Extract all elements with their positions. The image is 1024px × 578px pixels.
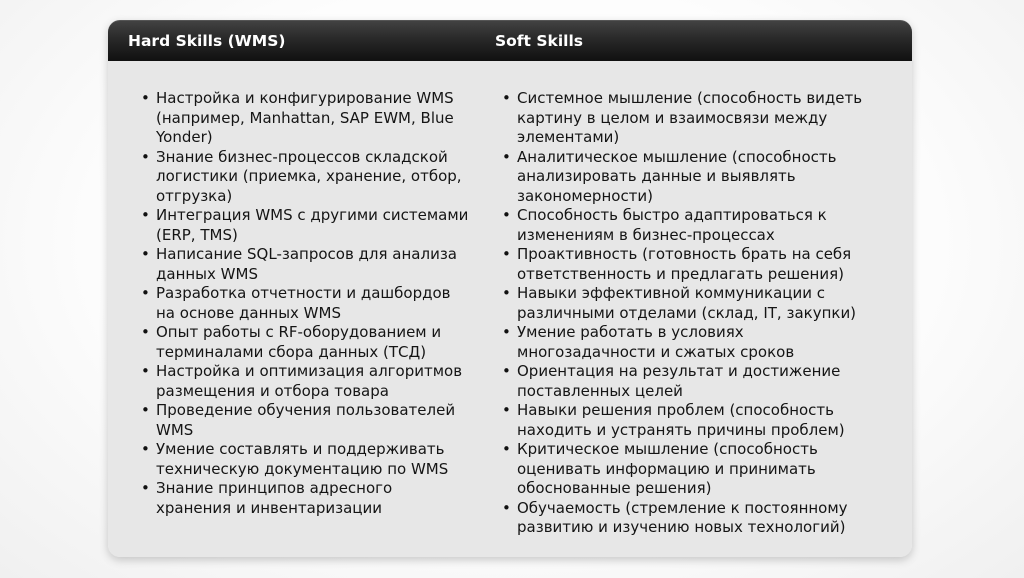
skill-item: • Способность быстро адаптироваться к изменениям в бизнес-процессах (517, 206, 886, 245)
skill-item: • Аналитическое мышление (способность анализировать данные и выявлять закономерности) (517, 148, 886, 207)
skill-item: • Опыт работы с RF-оборудованием и терминалами сбора данных (ТСД) (156, 323, 470, 362)
skill-item: • Знание бизнес-процессов складской логистики (приемка, хранение, отбор, отгрузка) (156, 148, 470, 207)
skill-item: • Критическое мышление (способность оценивать информацию и принимать обоснованные решения) (517, 440, 886, 499)
skill-item: • Проведение обучения пользователей WMS (156, 401, 470, 440)
hard-skills-cell (108, 61, 475, 557)
skill-item: • Проактивность (готовность брать на себя ответственность и предлагать решения) (517, 245, 886, 284)
skill-item: • Настройка и оптимизация алгоритмов размещения и отбора товара (156, 362, 470, 401)
skill-item: • Настройка и конфигурирование WMS (например, Manhattan, SAP EWM, Blue Yonder) (156, 89, 470, 148)
skills-table (108, 20, 912, 557)
skill-item: • Разработка отчетности и дашбордов на основе данных WMS (156, 284, 470, 323)
column-header-hard-skills: Hard Skills (WMS) (128, 32, 286, 50)
skill-item: • Обучаемость (стремление к постоянному развитию и изучению новых технологий) (517, 499, 886, 538)
skill-item: • Умение составлять и поддерживать техническую документацию по WMS (156, 440, 470, 479)
skill-item: • Написание SQL-запросов для анализа данных WMS (156, 245, 470, 284)
skill-item: • Навыки решения проблем (способность находить и устранять причины проблем) (517, 401, 886, 440)
skill-item: • Интеграция WMS с другими системами (ERP, TMS) (156, 206, 470, 245)
skill-item: • Навыки эффективной коммуникации с различными отделами (склад, IT, закупки) (517, 284, 886, 323)
table-header-row (108, 20, 912, 61)
skill-item: • Системное мышление (способность видеть картину в целом и взаимосвязи между элементами) (517, 89, 886, 148)
skill-item: • Знание принципов адресного хранения и инвентаризации (156, 479, 470, 518)
hard-skills-list (116, 89, 470, 518)
skill-item: • Умение работать в условиях многозадачности и сжатых сроков (517, 323, 886, 362)
skill-item: • Ориентация на результат и достижение поставленных целей (517, 362, 886, 401)
column-header-soft-skills: Soft Skills (495, 32, 583, 50)
soft-skills-cell (475, 61, 912, 557)
soft-skills-list (475, 89, 886, 538)
table-body-row (108, 61, 912, 557)
